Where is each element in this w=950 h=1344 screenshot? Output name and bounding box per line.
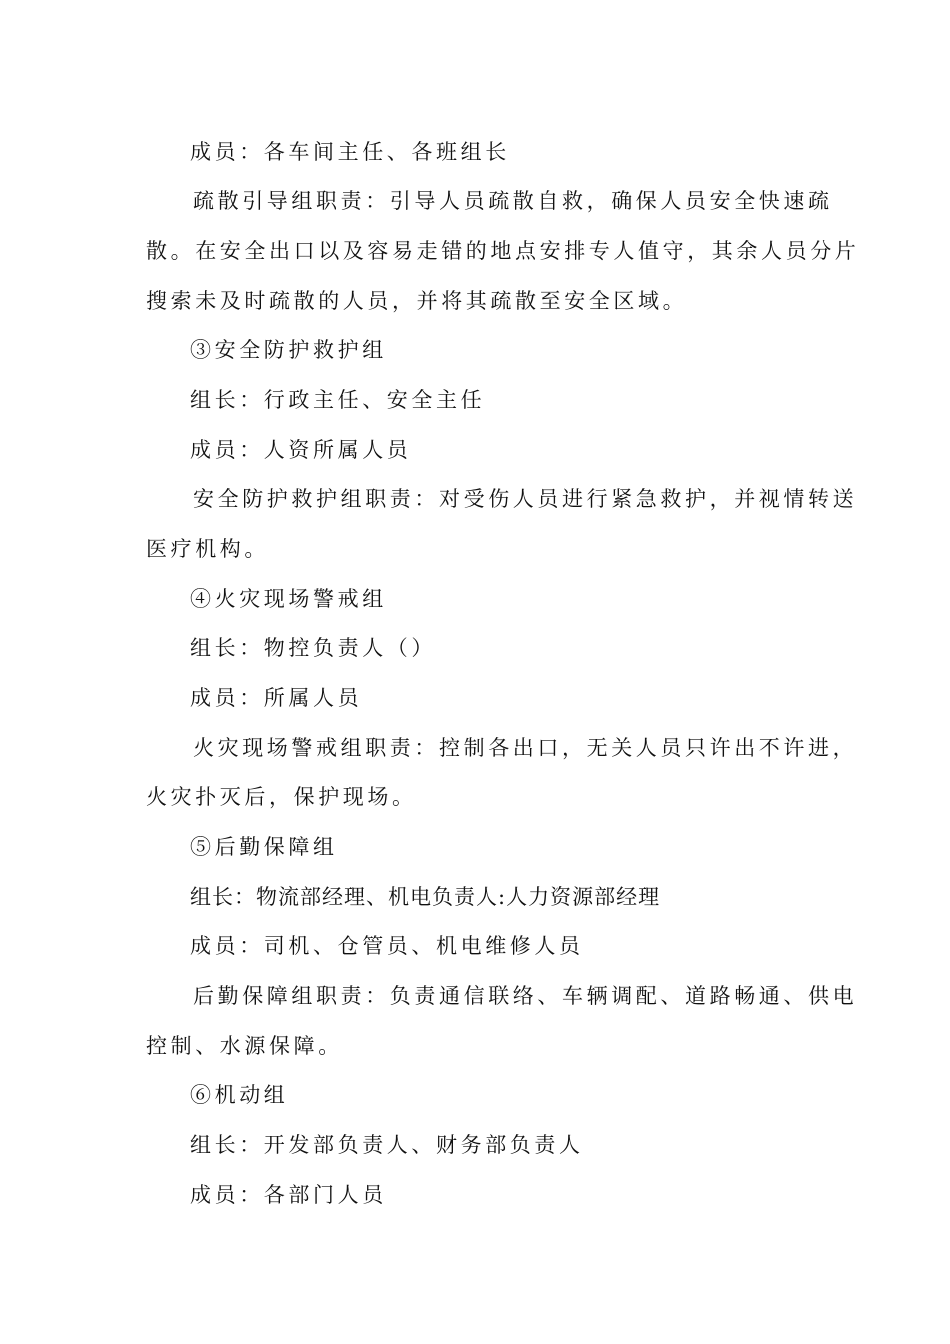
text-line: 组长：开发部负责人、财务部负责人	[190, 1133, 584, 1157]
text-line: 后勤保障组职责：负责通信联络、车辆调配、道路畅通、供电	[193, 984, 858, 1008]
text-line: 组长：物流部经理、机电负责人:人力资源部经理	[190, 885, 661, 909]
section-heading: ⑤后勤保障组	[190, 835, 338, 859]
text-line: 安全防护救护组职责：对受伤人员进行紧急救护，并视情转送	[193, 487, 858, 511]
text-line: 疏散引导组职责：引导人员疏散自救，确保人员安全快速疏	[193, 189, 833, 213]
text-line: 控制、水源保障。	[146, 1034, 343, 1058]
text-line: 组长：行政主任、安全主任	[190, 388, 486, 412]
text-line: 成员：各部门人员	[190, 1183, 387, 1207]
section-heading: ⑥机动组	[190, 1083, 289, 1107]
text-line: 成员：司机、仓管员、机电维修人员	[190, 934, 584, 958]
text-line: 医疗机构。	[146, 537, 269, 561]
text-line: 火灾扑灭后，保护现场。	[146, 785, 417, 809]
section-heading: ③安全防护救护组	[190, 338, 387, 362]
text-line: 火灾现场警戒组职责：控制各出口，无关人员只许出不许进，	[193, 736, 858, 760]
text-line: 组长：物控负责人（）	[190, 636, 436, 660]
text-line: 散。在安全出口以及容易走错的地点安排专人值守，其余人员分片	[146, 239, 860, 263]
section-heading: ④火灾现场警戒组	[190, 587, 387, 611]
text-line: 成员：人资所属人员	[190, 438, 412, 462]
text-line: 成员：所属人员	[190, 686, 363, 710]
text-line: 搜索未及时疏散的人员，并将其疏散至安全区域。	[146, 289, 688, 313]
text-line: 成员：各车间主任、各班组长	[190, 140, 510, 164]
